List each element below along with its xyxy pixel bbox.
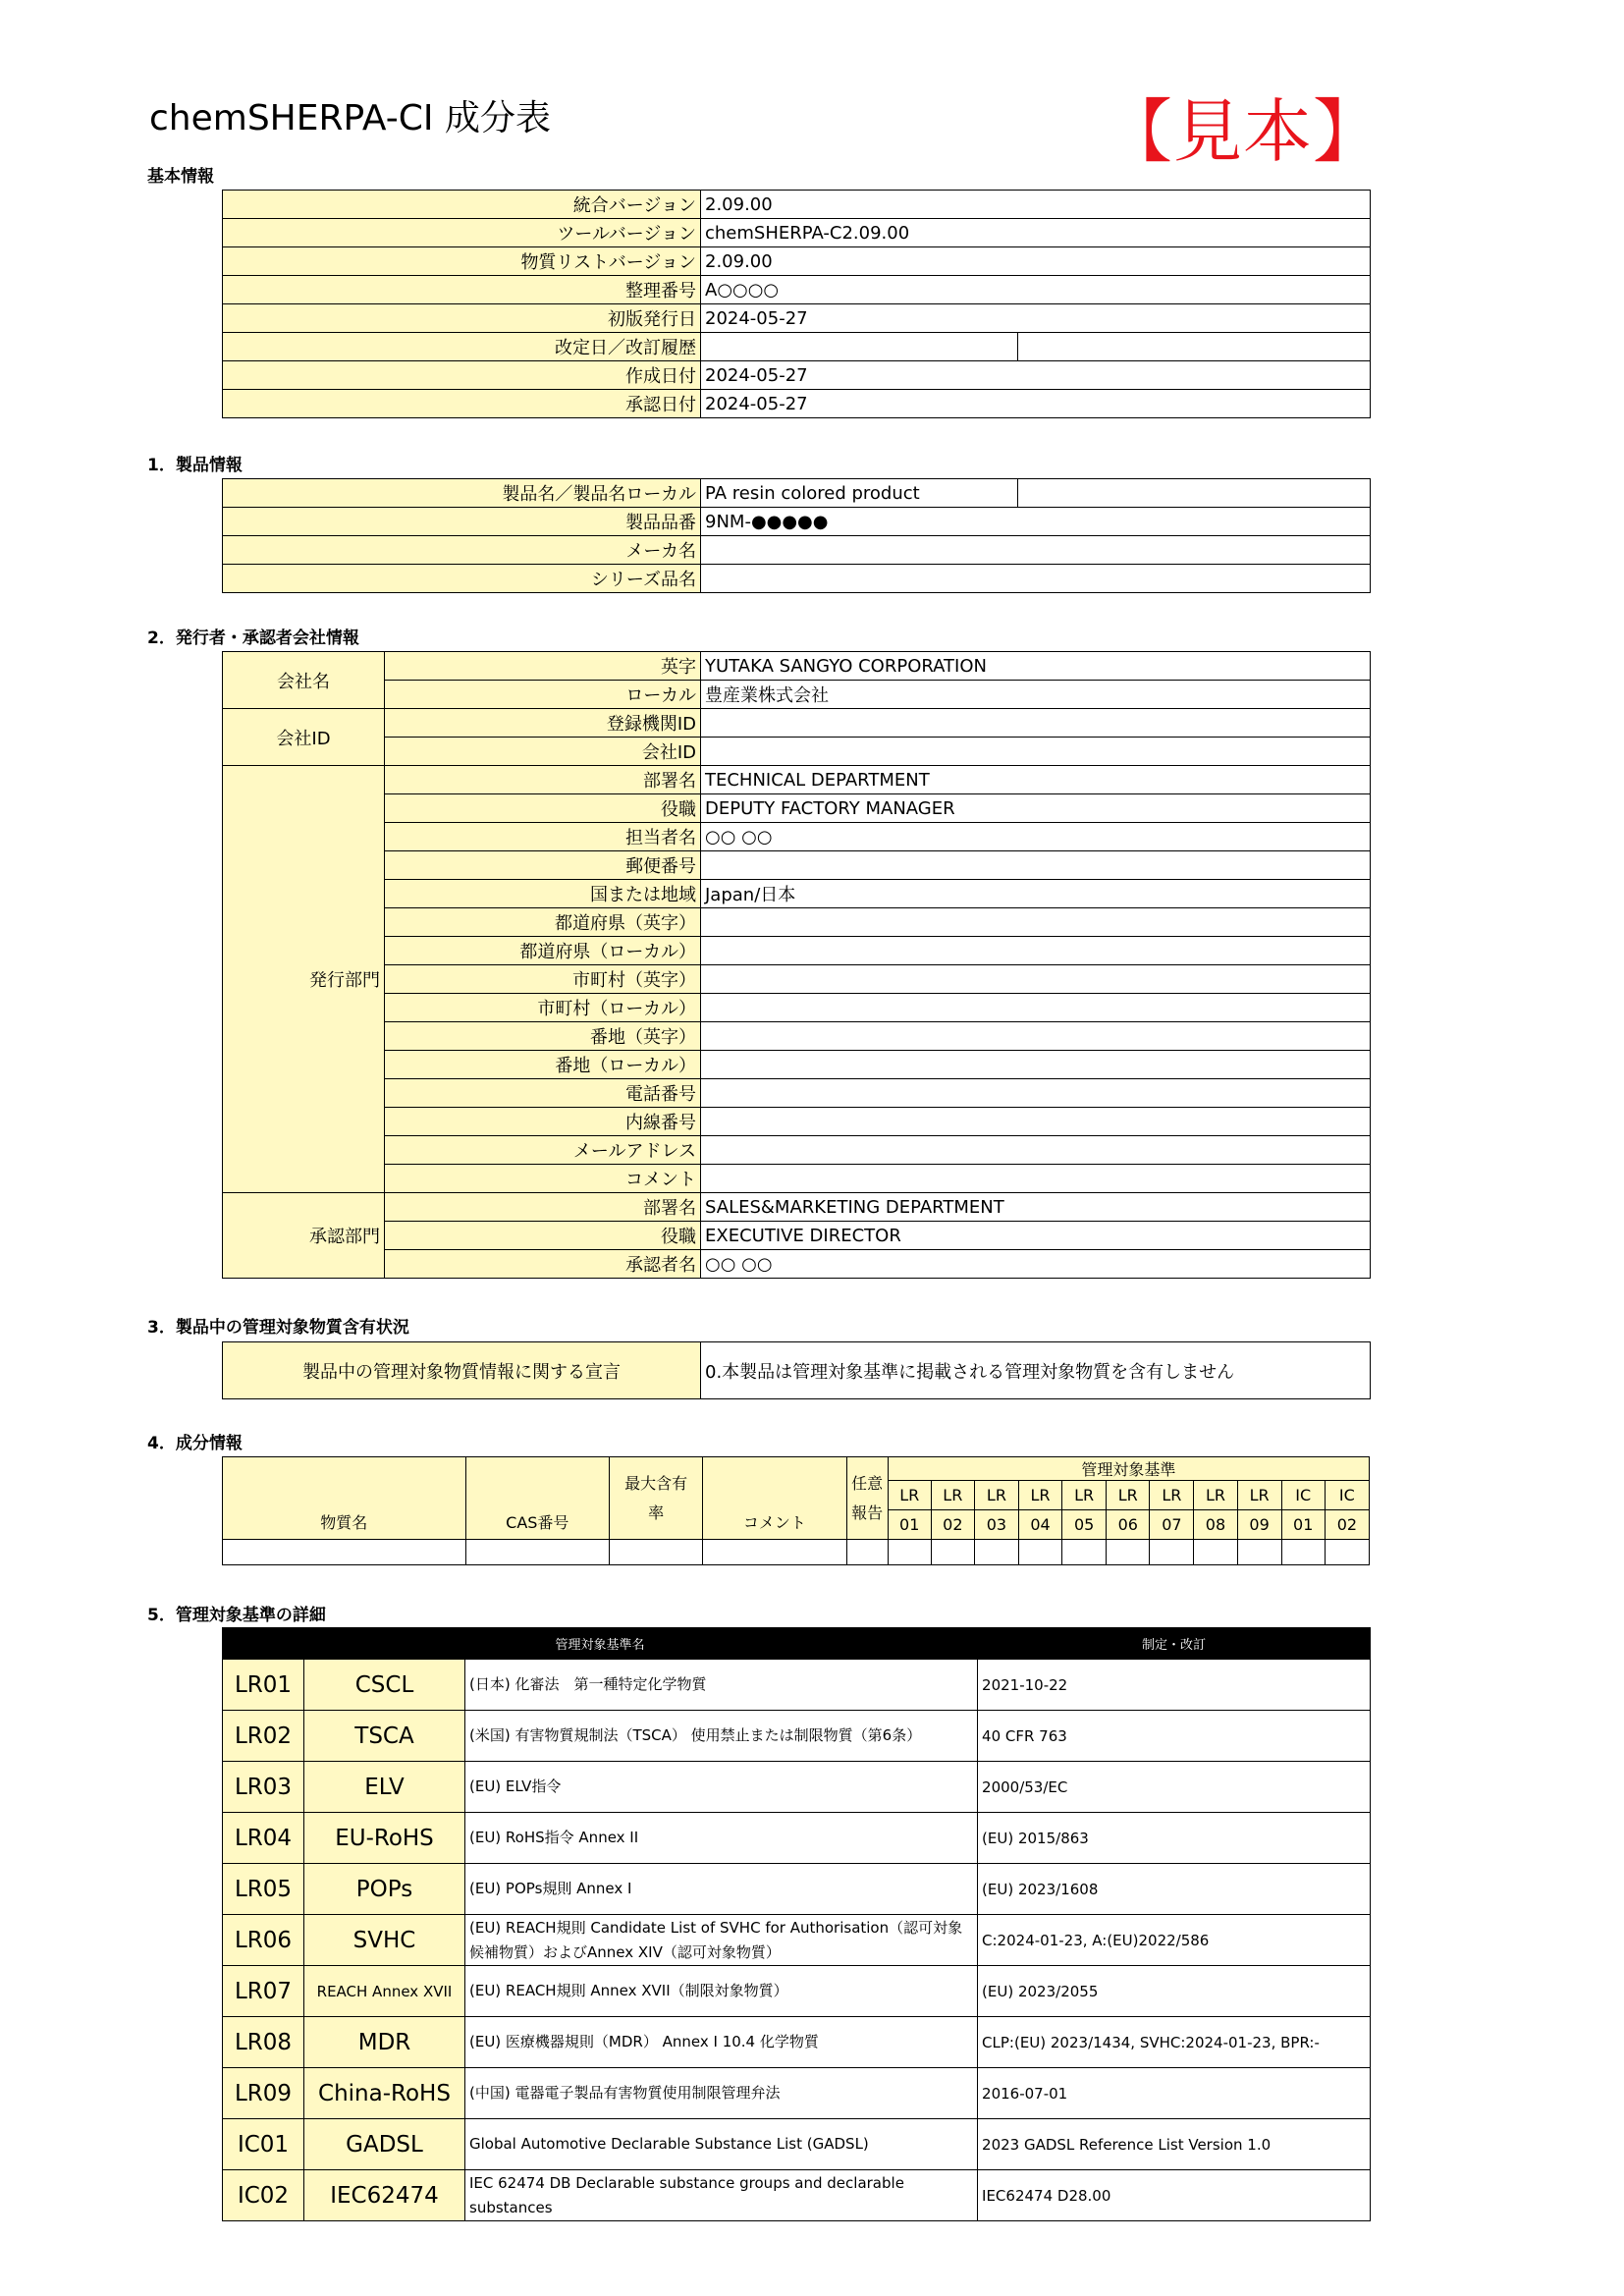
regulations-header-row [223,1628,1371,1660]
empty-cell [609,1540,702,1565]
criteria-col-bottom: 07 [1150,1510,1194,1540]
field-value [701,851,1371,880]
field-label: 作成日付 [223,361,701,390]
field-value [701,565,1371,593]
product-row [223,479,1371,508]
field-label: 電話番号 [385,1079,701,1108]
criteria-col-top: LR [931,1481,974,1510]
regulation-revision: 2016-07-01 [978,2068,1371,2119]
criteria-col-top: LR [974,1481,1018,1510]
regulation-name: CSCL [304,1660,465,1711]
field-value [701,536,1371,565]
company-row [223,1051,1371,1079]
field-value: EXECUTIVE DIRECTOR [701,1222,1371,1250]
regulation-code: LR05 [223,1864,304,1915]
company-row [223,1136,1371,1165]
basic-row [223,191,1371,219]
field-value: chemSHERPA-C2.09.00 [701,219,1371,247]
regulation-revision: (EU) 2015/863 [978,1813,1371,1864]
criteria-col-bottom: 02 [931,1510,974,1540]
basic-row [223,390,1371,418]
company-row [223,1079,1371,1108]
regulation-row [223,1966,1371,2017]
company-row [223,794,1371,823]
field-value [701,1108,1371,1136]
regulation-description: (EU) 医療機器規則（MDR） Annex I 10.4 化学物質 [465,2017,978,2068]
field-label: 英字 [385,652,701,681]
field-value: ○○ ○○ [701,1250,1371,1279]
group-label-approver: 承認部門 [223,1193,385,1279]
basic-info-heading: 基本情報 [147,167,214,187]
criteria-col-top: IC [1281,1481,1325,1510]
regulation-revision: (EU) 2023/2055 [978,1966,1371,2017]
field-label: 改定日／改訂履歴 [223,333,701,361]
field-label: 承認日付 [223,390,701,418]
field-value: 9NM-●●●●● [701,508,1371,536]
regulation-revision: 2023 GADSL Reference List Version 1.0 [978,2119,1371,2170]
group-label-company-name: 会社名 [223,652,385,709]
regulation-code: LR06 [223,1915,304,1966]
field-label: 部署名 [385,766,701,794]
product-info-heading: 1．製品情報 [147,456,243,475]
regulation-row [223,2170,1371,2221]
field-value: SALES&MARKETING DEPARTMENT [701,1193,1371,1222]
col-optional-report: 任意報告 [846,1457,888,1540]
company-row [223,766,1371,794]
sample-stamp: 【見本】 [1104,91,1382,172]
field-value [701,1079,1371,1108]
group-label-company-id: 会社ID [223,709,385,766]
col-comment: コメント [703,1457,846,1540]
regulation-description: (EU) REACH規則 Candidate List of SVHC for Authorisation（認可対象候補物質）およびAnnex XIV（認可対象物質） [465,1915,978,1966]
company-row [223,851,1371,880]
regulation-code: IC01 [223,2119,304,2170]
col-max-content: 最大含有率 [609,1457,702,1540]
regulation-description: IEC 62474 DB Declarable substance groups and declarable substances [465,2170,978,2221]
field-value [701,1022,1371,1051]
basic-row [223,361,1371,390]
field-label: 会社ID [385,738,701,766]
regulation-name: MDR [304,2017,465,2068]
field-label: シリーズ品名 [223,565,701,593]
basic-row [223,219,1371,247]
product-row [223,508,1371,536]
basic-row [223,333,1371,361]
content-status-row [223,1342,1371,1399]
criteria-col-top: IC [1325,1481,1369,1510]
company-row [223,1193,1371,1222]
regulation-row [223,1762,1371,1813]
content-status-heading: 3．製品中の管理対象物質含有状況 [147,1318,409,1338]
field-value [701,1165,1371,1193]
col-cas-number: CAS番号 [465,1457,609,1540]
empty-cell [1194,1540,1237,1565]
field-label: メールアドレス [385,1136,701,1165]
regulation-name: SVHC [304,1915,465,1966]
regulation-code: LR08 [223,2017,304,2068]
company-info-table [222,651,1371,1279]
field-value-secondary [1018,479,1371,508]
empty-cell [931,1540,974,1565]
criteria-col-top: LR [1194,1481,1237,1510]
regulation-code: LR04 [223,1813,304,1864]
company-row [223,965,1371,994]
regulation-description: (EU) ELV指令 [465,1762,978,1813]
company-row [223,681,1371,709]
field-label: ツールバージョン [223,219,701,247]
company-row [223,908,1371,937]
field-label: 製品名／製品名ローカル [223,479,701,508]
criteria-col-bottom: 08 [1194,1510,1237,1540]
criteria-col-top: LR [1107,1481,1150,1510]
empty-cell [1018,1540,1061,1565]
regulation-name: TSCA [304,1711,465,1762]
criteria-col-bottom: 09 [1237,1510,1281,1540]
declaration-value: 0.本製品は管理対象基準に掲載される管理対象物質を含有しません [701,1342,1371,1399]
field-label: 番地（ローカル） [385,1051,701,1079]
regulation-description: (米国) 有害物質規制法（TSCA） 使用禁止または制限物質（第6条） [465,1711,978,1762]
regulation-name: IEC62474 [304,2170,465,2221]
criteria-col-bottom: 01 [1281,1510,1325,1540]
empty-cell [1281,1540,1325,1565]
product-row [223,565,1371,593]
col-criteria-group: 管理対象基準 [888,1457,1369,1481]
field-value: 豊産業株式会社 [701,681,1371,709]
field-label: コメント [385,1165,701,1193]
field-value: PA resin colored product [701,479,1018,508]
content-status-table [222,1341,1371,1399]
composition-table [222,1456,1370,1565]
regulation-description: (日本) 化審法 第一種特定化学物質 [465,1660,978,1711]
criteria-col-top: LR [1018,1481,1061,1510]
field-value-secondary [1018,333,1371,361]
criteria-col-bottom: 01 [888,1510,931,1540]
basic-row [223,247,1371,276]
criteria-col-top: LR [1062,1481,1107,1510]
group-label-issuer: 発行部門 [223,766,385,1193]
regulation-description: Global Automotive Declarable Substance List (GADSL) [465,2119,978,2170]
field-value: 2024-05-27 [701,390,1371,418]
regulation-description: (中国) 電器電子製品有害物質使用制限管理弁法 [465,2068,978,2119]
empty-cell [1062,1540,1107,1565]
regulation-code: LR03 [223,1762,304,1813]
company-row [223,823,1371,851]
regulation-code: LR09 [223,2068,304,2119]
field-label: 物質リストバージョン [223,247,701,276]
basic-row [223,304,1371,333]
empty-cell [846,1540,888,1565]
regulation-revision: (EU) 2023/1608 [978,1864,1371,1915]
field-value: YUTAKA SANGYO CORPORATION [701,652,1371,681]
regulation-description: (EU) RoHS指令 Annex II [465,1813,978,1864]
field-label: 部署名 [385,1193,701,1222]
regulations-table [222,1627,1371,2221]
criteria-col-top: LR [1237,1481,1281,1510]
regulation-row [223,1864,1371,1915]
company-row [223,1022,1371,1051]
field-label: 市町村（英字） [385,965,701,994]
regulation-row [223,1660,1371,1711]
field-label: 内線番号 [385,1108,701,1136]
field-label: 郵便番号 [385,851,701,880]
basic-info-table [222,190,1371,418]
empty-cell [1107,1540,1150,1565]
regulation-revision: CLP:(EU) 2023/1434, SVHC:2024-01-23, BPR:- [978,2017,1371,2068]
field-value: 2024-05-27 [701,361,1371,390]
company-row [223,1250,1371,1279]
field-value [701,1051,1371,1079]
col-criteria-name: 管理対象基準名 [223,1628,978,1660]
field-label: 整理番号 [223,276,701,304]
field-label: 役職 [385,794,701,823]
criteria-col-top: LR [888,1481,931,1510]
regulation-revision: IEC62474 D28.00 [978,2170,1371,2221]
regulation-row [223,1813,1371,1864]
regulation-name: REACH Annex XVII [304,1966,465,2017]
company-row [223,1222,1371,1250]
field-value: DEPUTY FACTORY MANAGER [701,794,1371,823]
company-row [223,1108,1371,1136]
company-row [223,880,1371,908]
regulation-row [223,2119,1371,2170]
product-row [223,536,1371,565]
basic-row [223,276,1371,304]
product-info-table [222,478,1371,593]
empty-cell [465,1540,609,1565]
regulation-name: GADSL [304,2119,465,2170]
composition-heading: 4．成分情報 [147,1434,243,1453]
regulation-description: (EU) REACH規則 Annex XVII（制限対象物質） [465,1966,978,2017]
company-info-heading: 2．発行者・承認者会社情報 [147,629,359,648]
criteria-col-bottom: 04 [1018,1510,1061,1540]
criteria-col-bottom: 03 [974,1510,1018,1540]
field-value: Japan/日本 [701,880,1371,908]
regulation-name: China-RoHS [304,2068,465,2119]
composition-empty-row [223,1540,1370,1565]
field-label: 承認者名 [385,1250,701,1279]
regulation-row [223,1711,1371,1762]
regulation-description: (EU) POPs規則 Annex I [465,1864,978,1915]
field-value: 2024-05-27 [701,304,1371,333]
regulation-code: LR01 [223,1660,304,1711]
regulation-name: EU-RoHS [304,1813,465,1864]
company-row [223,652,1371,681]
field-value: 2.09.00 [701,191,1371,219]
field-value [701,994,1371,1022]
field-value: A○○○○ [701,276,1371,304]
empty-cell [703,1540,846,1565]
empty-cell [888,1540,931,1565]
field-value [701,937,1371,965]
company-row [223,937,1371,965]
field-value: 2.09.00 [701,247,1371,276]
empty-cell [223,1540,466,1565]
regulation-revision: 2000/53/EC [978,1762,1371,1813]
criteria-col-top: LR [1150,1481,1194,1510]
regulation-row [223,2017,1371,2068]
declaration-label: 製品中の管理対象物質情報に関する宣言 [223,1342,701,1399]
field-label: 役職 [385,1222,701,1250]
regulation-name: ELV [304,1762,465,1813]
field-value [701,709,1371,738]
regulation-name: POPs [304,1864,465,1915]
document-title: chemSHERPA-CI 成分表 [149,98,551,138]
field-label: 登録機関ID [385,709,701,738]
regulation-revision: 40 CFR 763 [978,1711,1371,1762]
field-value: TECHNICAL DEPARTMENT [701,766,1371,794]
field-value [701,738,1371,766]
regulation-row [223,1915,1371,1966]
field-label: 担当者名 [385,823,701,851]
company-row [223,994,1371,1022]
regulation-row [223,2068,1371,2119]
empty-cell [1237,1540,1281,1565]
regulation-code: IC02 [223,2170,304,2221]
field-label: 都道府県（ローカル） [385,937,701,965]
field-label: 市町村（ローカル） [385,994,701,1022]
field-label: メーカ名 [223,536,701,565]
regulation-code: LR07 [223,1966,304,2017]
company-row [223,709,1371,738]
field-label: 統合バージョン [223,191,701,219]
field-value: ○○ ○○ [701,823,1371,851]
criteria-col-bottom: 02 [1325,1510,1369,1540]
regulation-code: LR02 [223,1711,304,1762]
field-label: ローカル [385,681,701,709]
field-label: 初版発行日 [223,304,701,333]
regulations-heading: 5．管理対象基準の詳細 [147,1606,326,1625]
col-substance-name: 物質名 [223,1457,466,1540]
field-value [701,965,1371,994]
empty-cell [1150,1540,1194,1565]
regulation-revision: C:2024-01-23, A:(EU)2022/586 [978,1915,1371,1966]
empty-cell [1325,1540,1369,1565]
field-label: 製品品番 [223,508,701,536]
field-label: 番地（英字） [385,1022,701,1051]
composition-header-row [223,1457,1370,1481]
field-value [701,908,1371,937]
regulation-revision: 2021-10-22 [978,1660,1371,1711]
field-label: 国または地域 [385,880,701,908]
company-row [223,738,1371,766]
criteria-col-bottom: 06 [1107,1510,1150,1540]
empty-cell [974,1540,1018,1565]
company-row [223,1165,1371,1193]
criteria-col-bottom: 05 [1062,1510,1107,1540]
field-value [701,333,1018,361]
field-value [701,1136,1371,1165]
field-label: 都道府県（英字） [385,908,701,937]
col-revision: 制定・改訂 [978,1628,1371,1660]
